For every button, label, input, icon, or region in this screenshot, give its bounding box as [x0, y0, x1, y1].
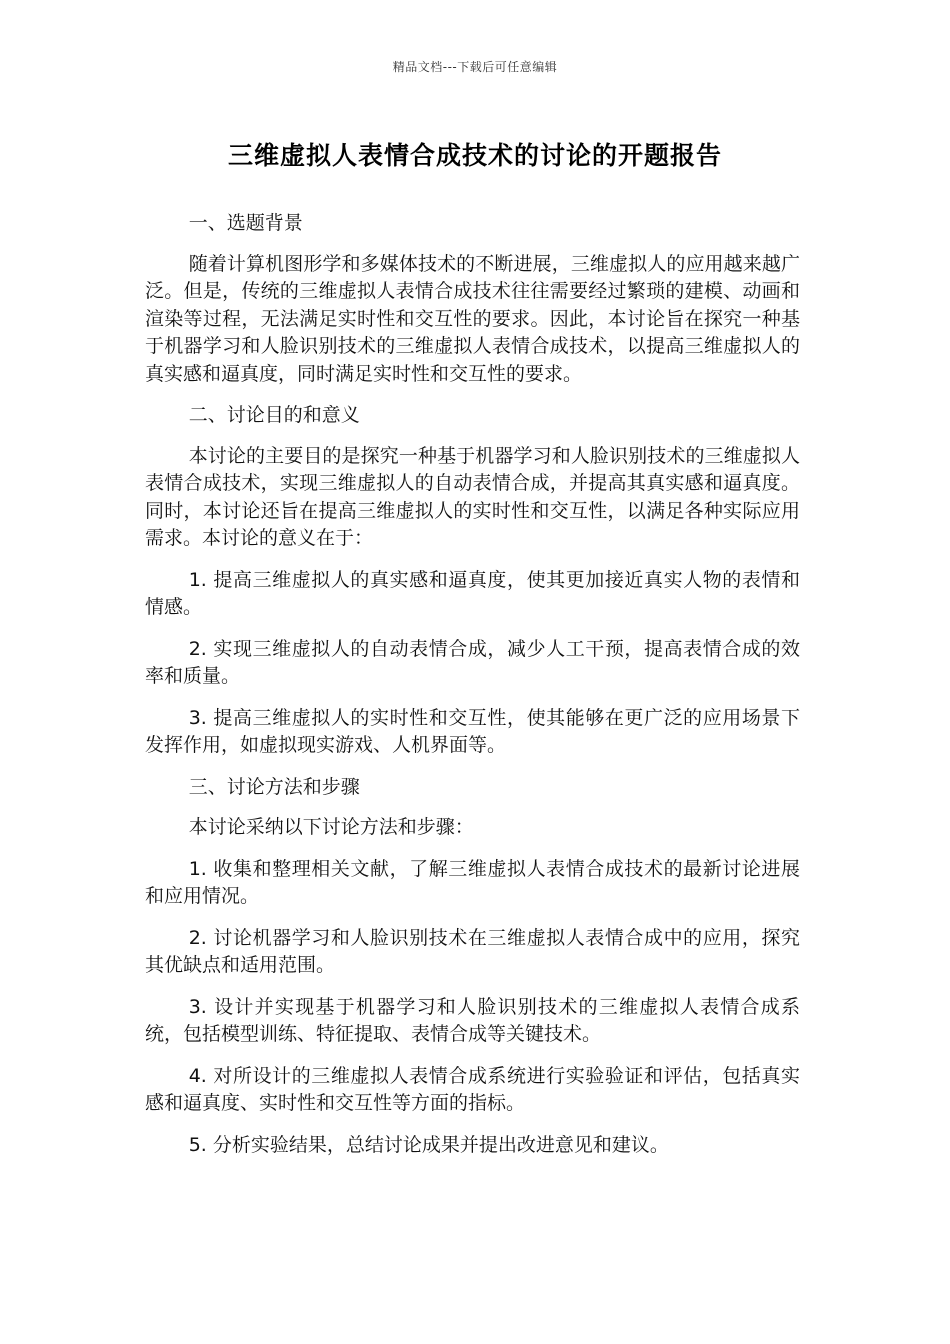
list-item-purpose-2: 2. 实现三维虚拟人的自动表情合成，减少人工干预，提高表情合成的效率和质量。: [145, 637, 800, 687]
list-item-method-5: 5. 分析实验结果，总结讨论成果并提出改进意见和建议。: [188, 1133, 669, 1156]
section-heading-methods: 三、讨论方法和步骤: [188, 775, 360, 798]
list-item-method-4: 4. 对所设计的三维虚拟人表情合成系统进行实验验证和评估，包括真实感和逼真度、实时性和交互性等方面的指标。: [145, 1064, 800, 1114]
list-item-purpose-1: 1. 提高三维虚拟人的真实感和逼真度，使其更加接近真实人物的表情和情感。: [145, 568, 800, 618]
document-body: [145, 210, 800, 1173]
document-title: 三维虚拟人表情合成技术的讨论的开题报告: [227, 141, 722, 170]
section-heading-purpose: 二、讨论目的和意义: [188, 404, 360, 426]
paragraph-purpose: 本讨论的主要目的是探究一种基于机器学习和人脸识别技术的三维虚拟人表情合成技术，实现三维虚拟人的自动表情合成，并提高其真实感和逼真度。同时，本讨论还旨在提高三维虚拟人的实时性和交互性，以满足各种实际应用需求。本讨论的意义在于：: [145, 444, 800, 549]
paragraph-methods: 本讨论采纳以下讨论方法和步骤：: [188, 816, 474, 838]
section-heading-background: 一、选题背景: [188, 212, 303, 234]
list-item-purpose-3: 3. 提高三维虚拟人的实时性和交互性，使其能够在更广泛的应用场景下发挥作用，如虚拟现实游戏、人机界面等。: [145, 706, 800, 756]
list-item-method-2: 2. 讨论机器学习和人脸识别技术在三维虚拟人表情合成中的应用，探究其优缺点和适用范围。: [145, 926, 800, 976]
list-item-method-3: 3. 设计并实现基于机器学习和人脸识别技术的三维虚拟人表情合成系统，包括模型训练、特征提取、表情合成等关键技术。: [145, 995, 800, 1045]
paragraph-background: 随着计算机图形学和多媒体技术的不断进展，三维虚拟人的应用越来越广泛。但是，传统的三维虚拟人表情合成技术往往需要经过繁琐的建模、动画和渲染等过程，无法满足实时性和交互性的要求。因此，本讨论旨在探究一种基于机器学习和人脸识别技术的三维虚拟人表情合成技术，以提高三维虚拟人的真实感和逼真度，同时满足实时性和交互性的要求。: [145, 252, 800, 385]
list-item-method-1: 1. 收集和整理相关文献，了解三维虚拟人表情合成技术的最新讨论进展和应用情况。: [145, 857, 800, 907]
header-note: 精品文档---下载后可任意编辑: [392, 60, 558, 74]
